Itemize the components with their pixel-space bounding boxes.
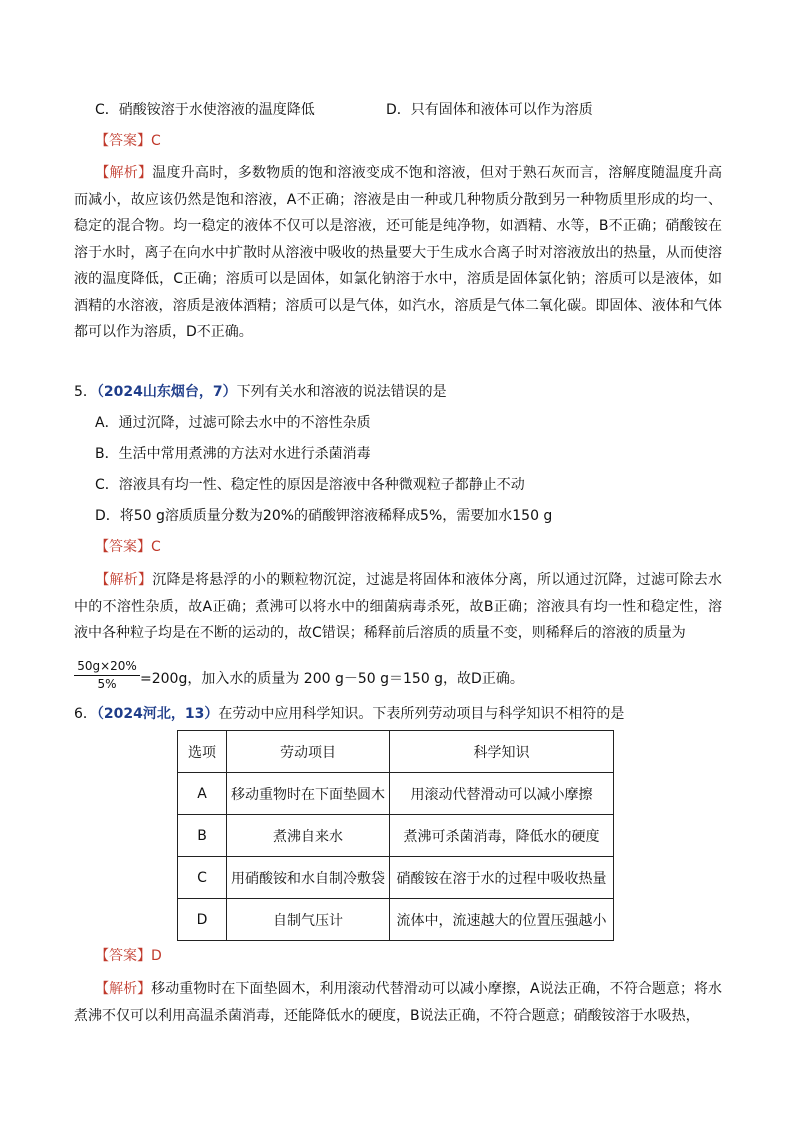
q4-option-d: D．只有固体和液体可以作为溶质 — [386, 102, 593, 118]
table-header-row — [178, 731, 614, 773]
analysis-tag: 【解析】 — [95, 572, 153, 588]
q5-stem — [74, 382, 447, 402]
table-row — [178, 815, 614, 857]
q6-answer — [95, 946, 162, 966]
table-cell: D — [178, 899, 227, 941]
table-cell: 煮沸自来水 — [227, 815, 390, 857]
question-text: 在劳动中应用科学知识。下表所列劳动项目与科学知识不相符的是 — [218, 706, 625, 722]
knowledge-table — [177, 730, 614, 941]
table-cell: 自制气压计 — [227, 899, 390, 941]
calculation-text: =200g，加入水的质量为 200 g－50 g＝150 g，故D正确。 — [140, 671, 524, 687]
q5-analysis — [74, 567, 722, 647]
table-cell: 煮沸可杀菌消毒，降低水的硬度 — [390, 815, 614, 857]
q5-answer — [95, 537, 161, 557]
table-cell: 用滚动代替滑动可以减小摩擦 — [390, 773, 614, 815]
q6-analysis — [74, 976, 722, 1029]
q5-option-d: D．将50 g溶质质量分数为20%的硝酸钾溶液稀释成5%，需要加水150 g — [95, 508, 553, 524]
table-row — [178, 857, 614, 899]
question-number: 6． — [74, 706, 97, 722]
fraction-denominator: 5% — [97, 677, 117, 691]
table-header-cell: 选项 — [178, 731, 227, 773]
table-row — [178, 773, 614, 815]
q4-answer — [95, 131, 161, 151]
question-source: （2024山东烟台，7） — [96, 384, 237, 400]
table-cell: 用硝酸铵和水自制冷敷袋 — [227, 857, 390, 899]
table-cell: 移动重物时在下面垫圆木 — [227, 773, 390, 815]
q5-option-a: A．通过沉降，过滤可除去水中的不溶性杂质 — [95, 415, 371, 431]
analysis-text: 沉降是将悬浮的小的颗粒物沉淀，过滤是将固体和液体分离，所以通过沉降，过滤可除去水中的不溶性杂质，故A正确；煮沸可以将水中的细菌病毒杀死，故B正确；溶液具有均一性和稳定性，溶液中各种粒子均是在不断的运动的，故C错误；稀释前后溶质的质量不变，则稀释后的溶液的质量为 — [74, 572, 722, 641]
answer-tag: 【答案】 — [95, 133, 151, 149]
analysis-text: 移动重物时在下面垫圆木，利用滚动代替滑动可以减小摩擦，A说法正确，不符合题意；将水煮沸不仅可以利用高温杀菌消毒，还能降低水的硬度，B说法正确，不符合题意；硝酸铵溶于水吸热， — [74, 981, 723, 1024]
fraction — [74, 658, 140, 692]
analysis-tag: 【解析】 — [95, 981, 152, 997]
q5-option-c: C．溶液具有均一性、稳定性的原因是溶液中各种微观粒子都静止不动 — [95, 477, 525, 493]
q4-option-c: C．硝酸铵溶于水使溶液的温度降低 — [95, 102, 315, 118]
answer-value: C — [151, 133, 161, 149]
table-row — [178, 899, 614, 941]
table-cell: C — [178, 857, 227, 899]
table-header-cell: 科学知识 — [390, 731, 614, 773]
table-cell: A — [178, 773, 227, 815]
answer-value: C — [151, 539, 161, 555]
answer-tag: 【答案】 — [95, 948, 151, 964]
analysis-text: 温度升高时，多数物质的饱和溶液变成不饱和溶液，但对于熟石灰而言，溶解度随温度升高而减小，故应该仍然是饱和溶液，A不正确；溶液是由一种或几种物质分散到另一种物质里形成的均一、稳定的混合物。均一稳定的液体不仅可以是溶液，还可能是纯净物，如酒精、水等，B不正确；硝酸铵在溶于水时，离子在向水中扩散时从溶液中吸收的热量要大于生成水合离子时对溶液放出的热量，从而使溶液的温度降低，C正确；溶质可以是固体，如氯化钠溶于水中，溶质是固体氯化钠；溶质可以是液体，如酒精的水溶液，溶质是液体酒精；溶质可以是气体，如汽水，溶质是气体二氧化碳。即固体、液体和气体都可以作为溶质，D不正确。 — [74, 165, 722, 340]
table-header-cell: 劳动项目 — [227, 731, 390, 773]
answer-value: D — [151, 948, 162, 964]
table-cell: 硝酸铵在溶于水的过程中吸收热量 — [390, 857, 614, 899]
q6-stem — [74, 704, 624, 724]
question-text: 下列有关水和溶液的说法错误的是 — [236, 384, 447, 400]
table-cell: B — [178, 815, 227, 857]
question-source: （2024河北，13） — [96, 706, 219, 722]
q5-option-b: B．生活中常用煮沸的方法对水进行杀菌消毒 — [95, 446, 371, 462]
table-cell: 流体中，流速越大的位置压强越小 — [390, 899, 614, 941]
answer-tag: 【答案】 — [95, 539, 151, 555]
question-number: 5． — [74, 384, 97, 400]
fraction-numerator: 50g×20% — [74, 658, 140, 676]
analysis-tag: 【解析】 — [95, 165, 153, 181]
q4-analysis — [74, 160, 722, 346]
